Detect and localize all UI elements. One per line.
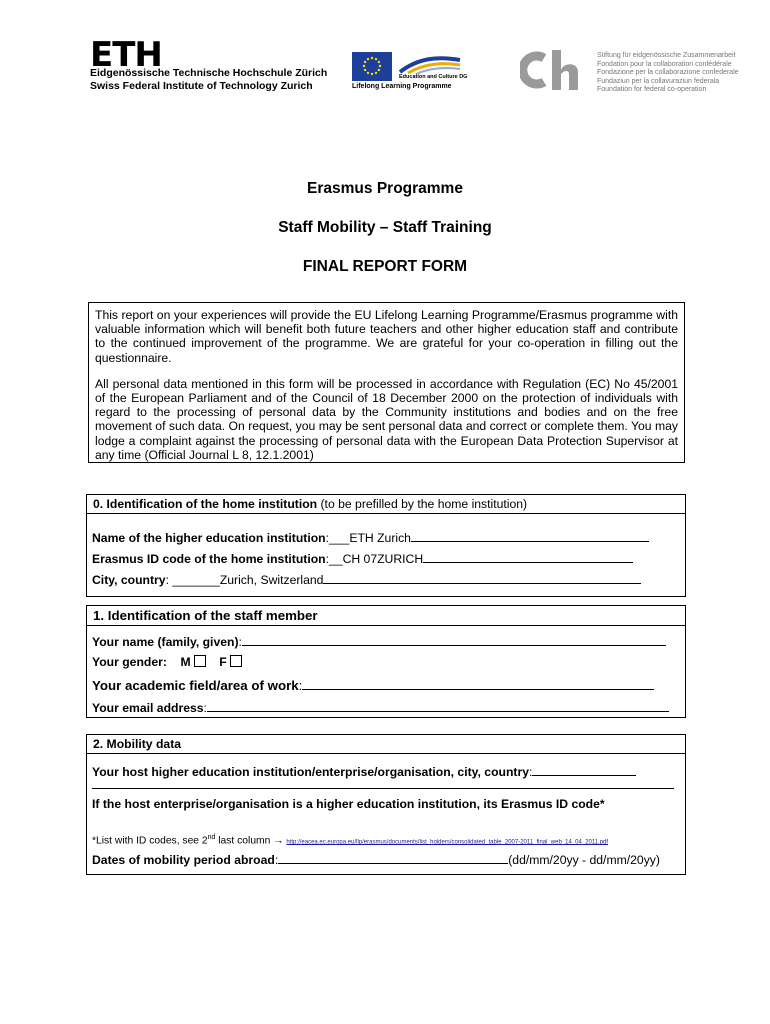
section-1-bottom-border — [86, 717, 686, 718]
field-field-line[interactable] — [302, 677, 654, 690]
section-2-left-border — [86, 753, 87, 875]
dates-label: Dates of mobility period abroad — [92, 853, 275, 867]
gender-row — [92, 655, 242, 669]
city-row: City, country: _______Zurich, Switzerland — [92, 571, 641, 587]
ch-line: Fondazione per la collaborazione confederale — [597, 69, 739, 77]
intro-paragraph: This report on your experiences will provide the EU Lifelong Learning Programme/Erasmus programme with valuable information which will benefit both future teachers and other higher education staff and contribute to the continued improvement of the programme. We are grateful for your co-operation in filling out the questionnaire. — [95, 308, 678, 365]
host-row: Your host higher education institution/enterprise/organisation, city, country: — [92, 763, 636, 779]
ch-line: Fondation pour la collaboration confédérale — [597, 60, 732, 68]
section-1-heading: 1. Identification of the staff member — [93, 608, 318, 623]
section-0-bottom-border — [86, 596, 686, 597]
gender-label: Your gender: — [92, 655, 167, 669]
city-label: City, country — [92, 573, 166, 587]
institution-value[interactable]: ___ETH Zurich — [329, 531, 411, 545]
field-label: Your academic field/area of work — [92, 678, 299, 693]
dates-field-line[interactable] — [278, 851, 508, 864]
erasmus-id-row: Erasmus ID code of the home institution:__CH 07ZURICH — [92, 550, 633, 566]
gender-f-checkbox[interactable] — [230, 655, 242, 667]
host-erasmus-row — [92, 797, 605, 811]
section-2-right-border — [685, 753, 686, 875]
eth-logo: ETH — [90, 35, 162, 75]
ch-line: Stiftung für eidgenössische Zusammenarbeit — [597, 52, 736, 59]
email-label: Your email address — [92, 701, 204, 715]
programme-title: Erasmus Programme — [307, 180, 463, 197]
host-field-line-2[interactable] — [92, 788, 674, 789]
lifelong-learning-swoosh-icon — [398, 54, 462, 76]
list-note-row — [92, 834, 608, 846]
section-1-right-border — [685, 625, 686, 718]
gender-m-label: M — [180, 655, 191, 669]
ch-line: Fundaziun per la collavuraziun federala — [597, 77, 720, 85]
section-0-note: (to be prefilled by the home institution) — [317, 497, 528, 511]
erasmus-id-value[interactable]: __CH 07ZURICH — [329, 552, 424, 566]
erasmus-id-label: Erasmus ID code of the home institution — [92, 552, 326, 566]
host-label: Your host higher education institution/enterprise/organisation, city, country — [92, 765, 529, 779]
gender-f-label: F — [219, 655, 227, 669]
name-field-line[interactable] — [242, 633, 666, 646]
erasmus-id-field-line[interactable] — [423, 550, 633, 563]
city-value[interactable]: _______Zurich, Switzerland — [172, 573, 324, 587]
ch-foundation-text — [597, 52, 739, 95]
eu-culture-label: Education and Culture DG — [399, 74, 468, 80]
dates-row: Dates of mobility period abroad: (dd/mm/20yy - dd/mm/20yy) — [92, 853, 660, 867]
gender-m-checkbox[interactable] — [194, 655, 206, 667]
institution-field-line[interactable] — [411, 529, 649, 542]
section-0-left-border — [86, 513, 87, 597]
section-0-header — [86, 494, 686, 514]
subtitle: Staff Mobility – Staff Training — [278, 219, 492, 236]
name-label: Your name (family, given) — [92, 635, 239, 649]
ch-foundation-logo — [520, 48, 584, 92]
list-note-post: last column — [215, 835, 274, 847]
host-erasmus-label: If the host enterprise/organisation is a higher education institution, its Erasmus ID code* — [92, 797, 605, 811]
privacy-paragraph: All personal data mentioned in this form will be processed in accordance with Regulation (EC) No 45/2001 of the European Parliament and of the Council of 18 December 2000 on the protection of individuals with regard to the processing of personal data by the Community institutions and bodies and on the free movement of such data. On request, you may be sent personal data and correct or complete them. You may lodge a complaint against the processing of personal data with the European Data Protection Supervisor at any time (Official Journal L 8, 12.1.2001) — [95, 376, 678, 462]
city-field-line[interactable] — [323, 571, 641, 584]
arrow-icon: → — [273, 835, 284, 847]
name-row: Your name (family, given): — [92, 633, 666, 649]
section-2-header — [86, 734, 686, 754]
eu-programme-label: Lifelong Learning Programme — [352, 83, 452, 90]
dates-format: (dd/mm/20yy - dd/mm/20yy) — [508, 853, 660, 867]
institution-row: Name of the higher education institution:___ETH Zurich — [92, 529, 649, 545]
section-0-right-border — [685, 513, 686, 597]
list-note-pre: *List with ID codes, see 2 — [92, 835, 208, 847]
ch-line: Foundation for federal co-operation — [597, 86, 707, 94]
institution-label: Name of the higher education institution — [92, 531, 326, 545]
host-field-line[interactable] — [532, 763, 636, 776]
email-field-line[interactable] — [207, 699, 669, 712]
section-2-bottom-border — [86, 874, 686, 875]
section-2-heading: 2. Mobility data — [93, 737, 182, 751]
intro-box — [88, 302, 685, 463]
email-row: Your email address: — [92, 699, 669, 715]
field-row: Your academic field/area of work: — [92, 677, 654, 693]
eth-name-german: Eidgenössische Technische Hochschule Zürich — [90, 67, 328, 79]
erasmus-id-list-link[interactable]: http://eacea.ec.europa.eu/llp/erasmus/documents/list_holders/consolidated_table_2007-2011_final_web_14_04_2011.pdf — [286, 839, 609, 846]
eth-name-english: Swiss Federal Institute of Technology Zurich — [90, 80, 313, 92]
eu-flag-icon — [352, 52, 392, 81]
form-title: FINAL REPORT FORM — [302, 258, 468, 275]
section-1-left-border — [86, 625, 87, 718]
section-0-heading: 0. Identification of the home institution — [93, 497, 318, 511]
section-1-header — [86, 605, 686, 626]
list-note-sup: nd — [207, 834, 216, 841]
